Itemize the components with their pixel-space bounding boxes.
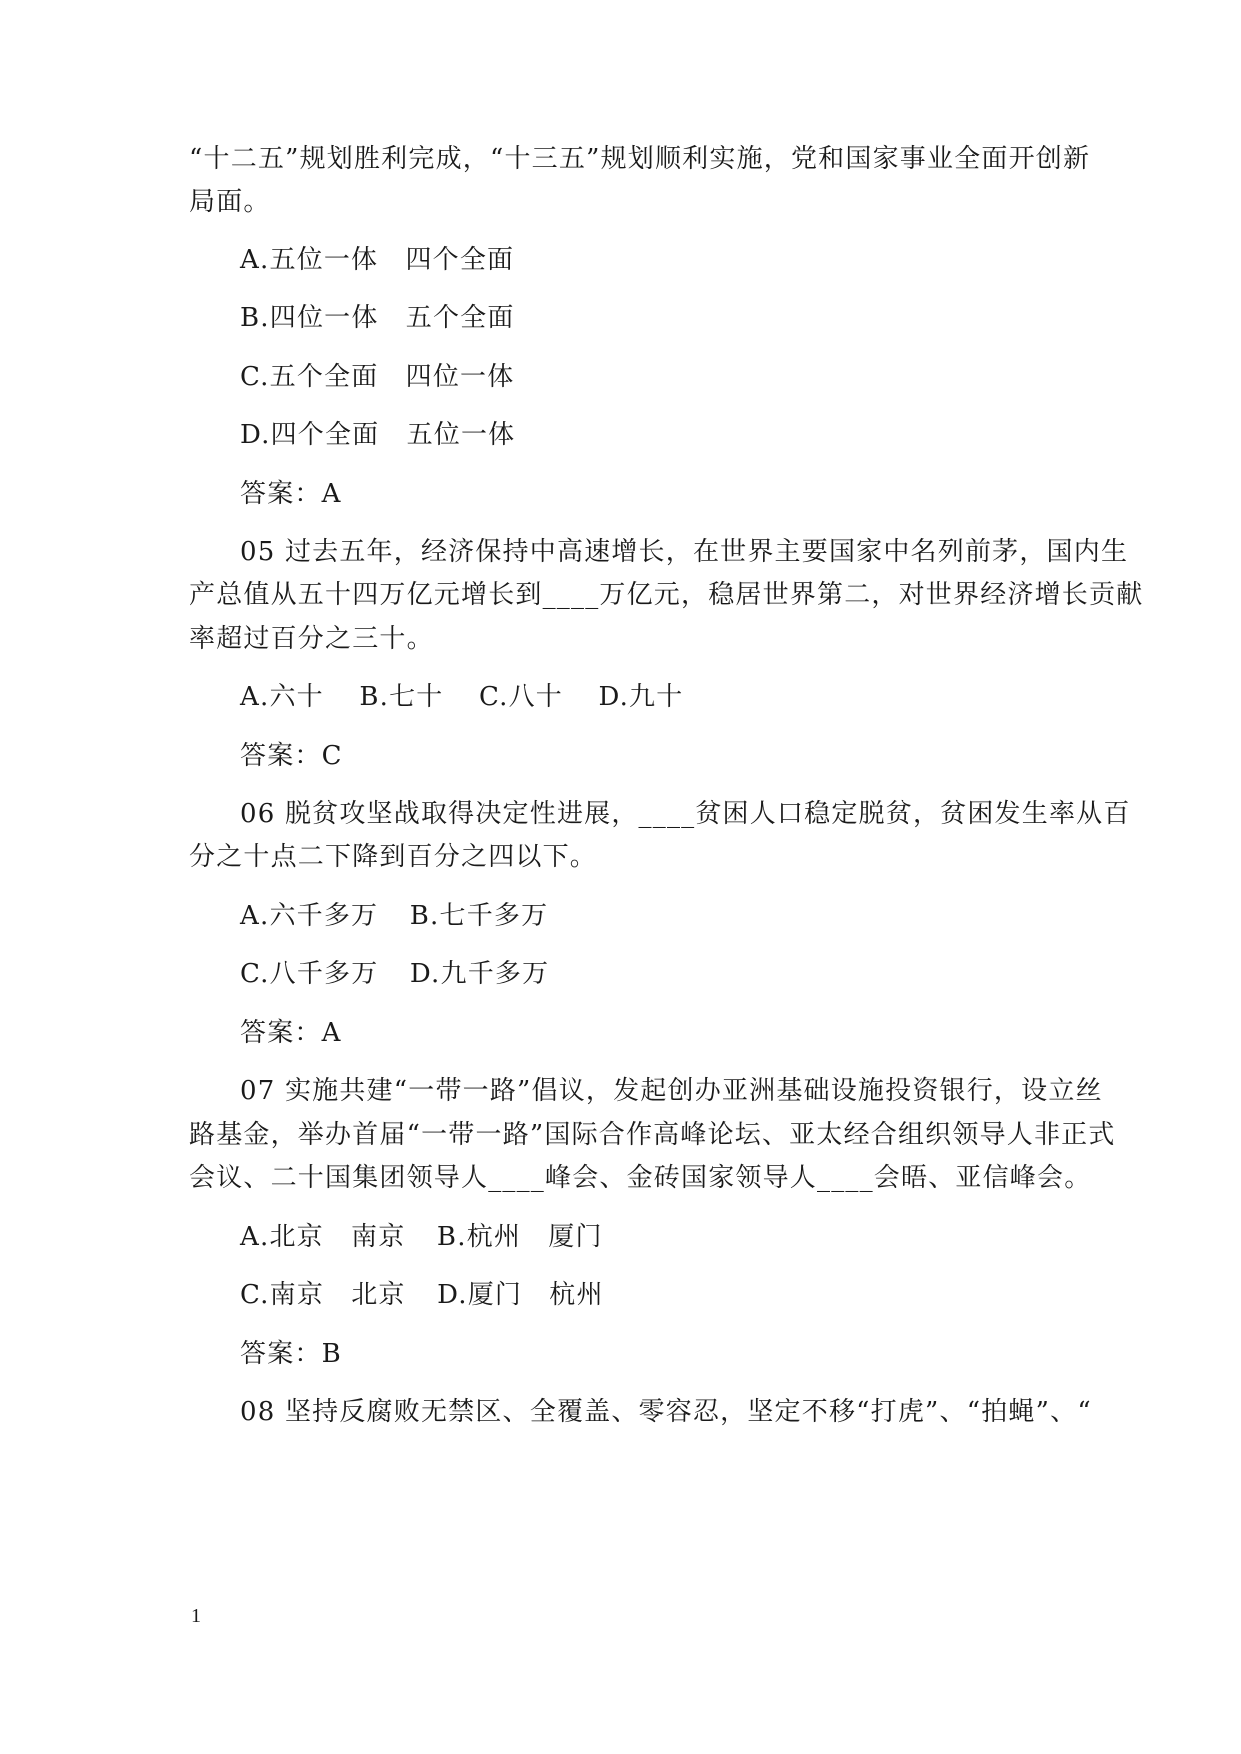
q04-option-a: A.五位一体 四个全面 bbox=[240, 245, 515, 275]
q07-question-line-3: 会议、二十国集团领导人____峰会、金砖国家领导人____会晤、亚信峰会。 bbox=[189, 1163, 1092, 1193]
q07-options-row-1 bbox=[240, 1220, 603, 1254]
q04-answer: 答案：A bbox=[240, 479, 342, 509]
q07-answer: 答案：B bbox=[240, 1339, 342, 1369]
q07-question-line-2: 路基金，举办首届“一带一路”国际合作高峰论坛、亚太经合组织领导人非正式 bbox=[189, 1120, 1116, 1150]
q05-option-a: A.六十 bbox=[240, 682, 324, 712]
q05-answer: 答案：C bbox=[240, 741, 343, 771]
q06-option-b: B.七千多万 bbox=[409, 901, 549, 931]
q04-option-d: D.四个全面 五位一体 bbox=[240, 420, 516, 450]
q04-option-b: B.四位一体 五个全面 bbox=[240, 303, 515, 333]
q08-question-line-1: 08 坚持反腐败无禁区、全覆盖、零容忍，坚定不移“打虎”、“拍蝇”、“ bbox=[240, 1397, 1092, 1427]
q06-options-row-1 bbox=[240, 899, 548, 933]
q06-answer: 答案：A bbox=[240, 1018, 342, 1048]
q07-option-b: B.杭州 厦门 bbox=[436, 1222, 603, 1252]
q05-question-line-3: 率超过百分之三十。 bbox=[189, 624, 434, 654]
q04-option-c: C.五个全面 四位一体 bbox=[240, 362, 515, 392]
q07-option-d: D.厦门 杭州 bbox=[437, 1280, 604, 1310]
q06-question-line-2: 分之十点二下降到百分之四以下。 bbox=[189, 842, 598, 872]
q05-option-d: D.九十 bbox=[598, 682, 684, 712]
intro-text-line-2: 局面。 bbox=[189, 187, 271, 217]
q06-option-d: D.九千多万 bbox=[409, 959, 550, 989]
q05-option-c: C.八十 bbox=[478, 682, 563, 712]
q06-option-c: C.八千多万 bbox=[240, 959, 379, 989]
q05-question-line-1: 05 过去五年，经济保持中高速增长，在世界主要国家中名列前茅，国内生 bbox=[240, 537, 1129, 567]
page-number: 1 bbox=[191, 1605, 201, 1627]
q06-question-line-1: 06 脱贫攻坚战取得决定性进展，____贫困人口稳定脱贫，贫困发生率从百 bbox=[240, 799, 1131, 829]
q07-option-c: C.南京 北京 bbox=[240, 1280, 406, 1310]
q06-options-row-2 bbox=[240, 957, 549, 991]
q05-options-row bbox=[240, 680, 683, 714]
q06-option-a: A.六千多万 bbox=[240, 901, 379, 931]
q07-options-row-2 bbox=[240, 1278, 604, 1312]
q05-option-b: B.七十 bbox=[359, 682, 444, 712]
q07-option-a: A.北京 南京 bbox=[240, 1222, 406, 1252]
intro-text-line-1: “十二五”规划胜利完成，“十三五”规划顺利实施，党和国家事业全面开创新 bbox=[189, 144, 1091, 174]
q05-question-line-2: 产总值从五十四万亿元增长到____万亿元，稳居世界第二，对世界经济增长贡献 bbox=[189, 580, 1144, 610]
q07-question-line-1: 07 实施共建“一带一路”倡议，发起创办亚洲基础设施投资银行，设立丝 bbox=[240, 1076, 1103, 1106]
